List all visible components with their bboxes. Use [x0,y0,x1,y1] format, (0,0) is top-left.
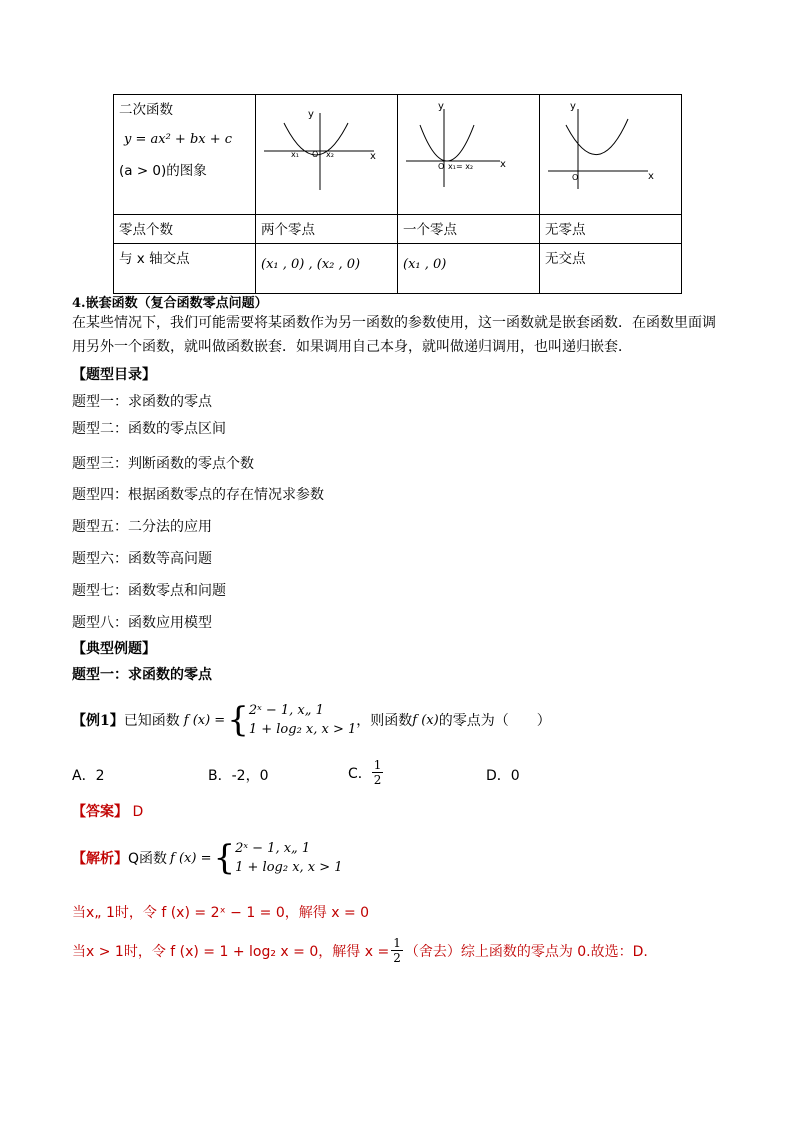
example1-fx2: f (x) [412,712,439,728]
analysis-case2: 1 + log₂ x, x > 1 [235,860,343,875]
graph-one-zero [398,95,540,210]
row2-one-zero: 一个零点 [403,222,457,238]
example1-fx: f (x) = [183,712,226,728]
analysis-step2-numerator: 1 [393,936,401,950]
row2-two-zeros: 两个零点 [261,222,315,238]
option-c-denominator: 2 [373,773,382,787]
catalog-item-6: 题型六：函数等高问题 [72,551,212,567]
example1-brace: { [227,700,249,740]
analysis-line [72,836,343,880]
analysis-step2 [72,936,648,965]
analysis-brace: { [213,838,236,878]
graph2-y-label: y [438,101,444,112]
graph2-x-label: x [500,159,506,170]
graph1-x2-label: x₂ [326,150,334,159]
section4-para-line1: 在某些情况下，我们可能需要将某函数作为另一函数的参数使用，这一函数就是嵌套函数．在函数里面调 [72,315,716,331]
option-b: B．-2，0 [208,768,269,784]
graph3-y-label: y [570,101,576,112]
example1-case1: 2ˣ − 1, x„ 1 [248,703,324,718]
example1-text-a: 已知函数 [123,713,180,729]
row1-formula: y = ax² + bx + c [124,132,233,147]
catalog-item-7: 题型七：函数零点和问题 [72,583,226,599]
graph1-y-label: y [308,109,314,120]
analysis-step2-denominator: 2 [393,951,401,965]
example1-text-c: 的零点为（ ） [438,713,551,729]
answer-value: D [132,804,144,820]
catalog-item-5: 题型五：二分法的应用 [72,519,212,535]
option-a: A．2 [72,768,105,784]
analysis-step2-b: （舍去）综上函数的零点为 0.故选：D. [404,943,648,960]
graph-no-zero-cell [540,95,682,215]
graph-two-zeros [256,95,398,210]
row1-label-cell [114,95,256,215]
catalog-heading: 【题型目录】 [72,367,156,383]
example1 [72,698,551,742]
analysis-case1: 2ˣ − 1, x„ 1 [235,841,311,856]
examples-heading: 【典型例题】 [72,641,156,657]
type1-heading: 题型一：求函数的零点 [72,667,212,683]
analysis-fx: f (x) = [170,850,212,866]
row2-label: 零点个数 [119,222,173,238]
row1-label-condition: (a > 0)的图象 [119,163,207,179]
zero-point-table [113,94,682,294]
option-c-label: C． [348,765,372,782]
graph1-x1-label: x₁ [291,150,299,159]
row3-one-point: (x₁ , 0) [403,257,447,272]
option-d: D．0 [486,768,520,784]
graph2-o-label: O [438,162,445,171]
catalog-item-1: 题型一：求函数的零点 [72,394,212,410]
graph1-o-label: O [312,150,319,159]
row3-two-points: (x₁ , 0) , (x₂ , 0) [261,257,361,272]
answer-line [72,801,143,821]
graph-no-zero [540,95,682,210]
catalog-item-4: 题型四：根据函数零点的存在情况求参数 [72,487,324,503]
example1-tag: 【例1】 [72,713,124,729]
row3-no-point: 无交点 [545,251,586,267]
option-c-fraction [372,758,384,787]
graph3-o-label: O [572,173,579,182]
analysis-tag: 【解析】 [72,851,128,867]
graph2-x1x2-label: x₁= x₂ [448,162,474,171]
analysis-step2-fraction [391,936,403,965]
answer-tag: 【答案】 [72,804,128,820]
catalog-item-2: 题型二：函数的零点区间 [72,421,226,437]
analysis-cases [235,839,342,877]
section4-title: 4.嵌套函数（复合函数零点问题） [72,296,268,311]
graph-two-zeros-cell [256,95,398,215]
graph3-x-label: x [648,171,654,182]
example1-cases [249,701,356,739]
catalog-item-8: 题型八：函数应用模型 [72,615,212,631]
analysis-step2-a: 当x > 1时，令 f (x) = 1 + log₂ x = 0，解得 x = [72,943,390,960]
analysis-step1: 当x„ 1时，令 f (x) = 2ˣ − 1 = 0，解得 x = 0 [72,905,370,921]
row1-label-title: 二次函数 [119,102,173,118]
catalog-item-3: 题型三：判断函数的零点个数 [72,456,254,472]
option-c [348,758,383,787]
row3-label: 与 x 轴交点 [119,251,190,267]
section4-para-line2: 用另外一个函数，就叫做函数嵌套．如果调用自己本身，就叫做递归调用，也叫递归嵌套． [72,339,632,355]
example1-case2: 1 + log₂ x, x > 1 [248,722,357,737]
analysis-prefix: Q函数 [128,851,168,867]
example1-text-b: ，则函数 [356,713,413,729]
graph1-x-label: x [370,151,376,162]
row2-no-zero: 无零点 [545,222,586,238]
option-c-numerator: 1 [373,758,382,772]
graph-one-zero-cell [398,95,540,215]
